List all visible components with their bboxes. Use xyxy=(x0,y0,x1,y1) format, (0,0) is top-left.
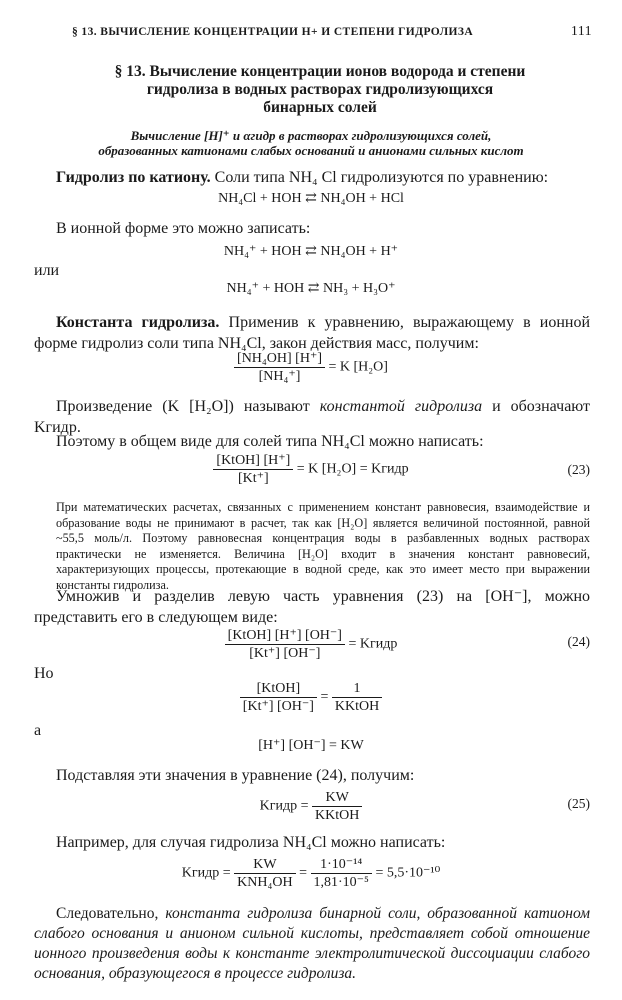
section-title xyxy=(60,63,580,117)
eq7-equals: = xyxy=(299,865,307,881)
subsection-heading xyxy=(30,128,592,158)
equation-3: NH₄⁺ + HOH ⇄ NH₃ + H₃O⁺ xyxy=(226,281,396,296)
or-word: или xyxy=(34,262,60,279)
subhead-line-2: образованных катионами слабых оснований и анионами сильных кислот xyxy=(98,143,524,158)
title-line-2: гидролиза в водных растворах гидролизующихся xyxy=(146,81,494,98)
eq7-lhs: Kгидр = xyxy=(181,865,231,881)
eq5-equals: = xyxy=(320,689,329,705)
eq5-denominator: [Kt⁺] [OH⁻] xyxy=(242,699,314,714)
multiply-paragraph: Умножив и разделив левую часть уравнения (23) на [OH⁻], можно представить его в следующем виде: xyxy=(34,588,590,626)
conclusion-start: Следовательно, xyxy=(56,905,159,922)
eq25-lhs: Kгидр = xyxy=(259,798,309,814)
eq7-fraction-1 xyxy=(234,856,295,891)
substitute-paragraph: Подставляя эти значения в уравнение (24), получим: xyxy=(56,767,415,784)
conclusion-text: константа гидролиза бинарной соли, образованной катионом слабого основания и анионом сильной кислоты, представляет собой отношение ионного произведения воды к константе электролитической диссоциации слабого основания, образующегося в процессе гидролиза. xyxy=(34,905,590,982)
eq25-numerator: KW xyxy=(312,789,362,807)
equation-4 xyxy=(0,350,622,385)
constant-heading: Константа гидролиза. xyxy=(56,314,220,331)
eq5-fraction-left xyxy=(240,680,317,715)
cation-paragraph xyxy=(34,167,590,188)
eq5-numerator: [KtOH] xyxy=(240,680,317,698)
eq24-denominator: [Kt⁺] [OH⁻] xyxy=(249,646,321,661)
title-line-3: бинарных солей xyxy=(263,99,377,116)
running-head xyxy=(72,24,592,42)
general-paragraph: Поэтому в общем виде для солей типа NH₄Cl можно написать: xyxy=(56,433,484,450)
equation-7 xyxy=(0,856,622,891)
eq5-fraction-right xyxy=(332,680,382,715)
eq25-number: (25) xyxy=(567,796,590,811)
cation-heading: Гидролиз по катиону. xyxy=(56,169,211,186)
eq4-rhs: = K [H₂O] xyxy=(328,359,388,375)
cation-text: Соли типа NH₄ Cl гидролизуются по уравнению: xyxy=(214,169,549,186)
equation-6: [H⁺] [OH⁻] = KW xyxy=(258,738,364,753)
equation-24 xyxy=(0,627,622,662)
eq23-fraction xyxy=(213,452,293,487)
eq4-denominator: [NH₄⁺] xyxy=(258,369,301,384)
constant-text: Применив к уравнению, выражающему в ионной форме гидролиз соли типа NH₄Cl, закон действия масс, получим: xyxy=(34,314,591,352)
eq7-numerator-1: KW xyxy=(234,856,295,874)
eq24-number: (24) xyxy=(567,634,590,649)
eq23-rhs: = K [H₂O] = Kгидр xyxy=(296,461,409,477)
footnote-paragraph: При математических расчетах, связанных с применением констант равновесия, взаимодействие и образование воды не принимают в расчет, так как [H₂O] является величиной постоянной, равной ~55,5 моль/л. Поэтому равновесная концентрация воды в разбавленных водных растворах практически не изменяется. Величина [H₂O] входит в значения констант равновесий, характеризующих процессы, протекающие в водной среде, как это имеет место при выражении константы гидролиза. xyxy=(56,500,590,592)
eq7-denominator-2: 1,81·10⁻⁵ xyxy=(313,875,369,890)
conclusion-paragraph xyxy=(34,904,590,984)
eq25-fraction xyxy=(312,789,362,824)
product-term: константой гидролиза xyxy=(319,398,483,415)
ionic-intro: В ионной форме это можно записать: xyxy=(56,220,311,237)
eq23-numerator: [KtOH] [H⁺] xyxy=(213,452,293,470)
but-word: Но xyxy=(34,665,54,682)
eq25-denominator: KKtOH xyxy=(315,808,360,823)
subhead-line-1: Вычисление [Н]⁺ и αгидр в растворах гидролизующихся солей, xyxy=(130,128,492,143)
eq4-numerator: [NH₄OH] [H⁺] xyxy=(234,350,325,368)
product-text-2: и обозначают Kгидр. xyxy=(34,398,591,436)
equation-5 xyxy=(0,680,622,715)
eq23-number: (23) xyxy=(567,462,590,477)
equation-25 xyxy=(0,789,622,824)
page-number: 111 xyxy=(570,24,592,39)
example-paragraph: Например, для случая гидролиза NH₄Cl можно написать: xyxy=(56,834,446,851)
a-word: а xyxy=(34,722,42,739)
eq24-rhs: = Kгидр xyxy=(348,636,398,652)
eq24-numerator: [KtOH] [H⁺] [OH⁻] xyxy=(225,627,345,645)
eq7-rhs: = 5,5·10⁻¹⁰ xyxy=(375,865,441,881)
constant-paragraph xyxy=(34,312,590,354)
title-line-1: § 13. Вычисление концентрации ионов водорода и степени xyxy=(114,63,526,80)
equation-2: NH₄⁺ + HOH ⇄ NH₄OH + H⁺ xyxy=(223,244,399,259)
eq5-right-numerator: 1 xyxy=(332,680,382,698)
eq24-fraction xyxy=(225,627,345,662)
running-head-text: § 13. ВЫЧИСЛЕНИЕ КОНЦЕНТРАЦИИ Н+ И СТЕПЕНИ ГИДРОЛИЗА xyxy=(72,26,474,38)
eq4-fraction xyxy=(234,350,325,385)
eq7-fraction-2 xyxy=(311,856,372,891)
eq23-denominator: [Kt⁺] xyxy=(237,471,269,486)
eq7-denominator-1: KNH₄OH xyxy=(237,875,293,890)
equation-23 xyxy=(0,452,622,487)
equation-1: NH₄Cl + HOH ⇄ NH₄OH + HCl xyxy=(218,191,404,206)
eq5-right-denominator: KKtOH xyxy=(334,699,380,714)
eq7-numerator-2: 1·10⁻¹⁴ xyxy=(311,856,372,874)
product-text-1: Произведение (K [H₂O]) называют xyxy=(56,398,310,415)
